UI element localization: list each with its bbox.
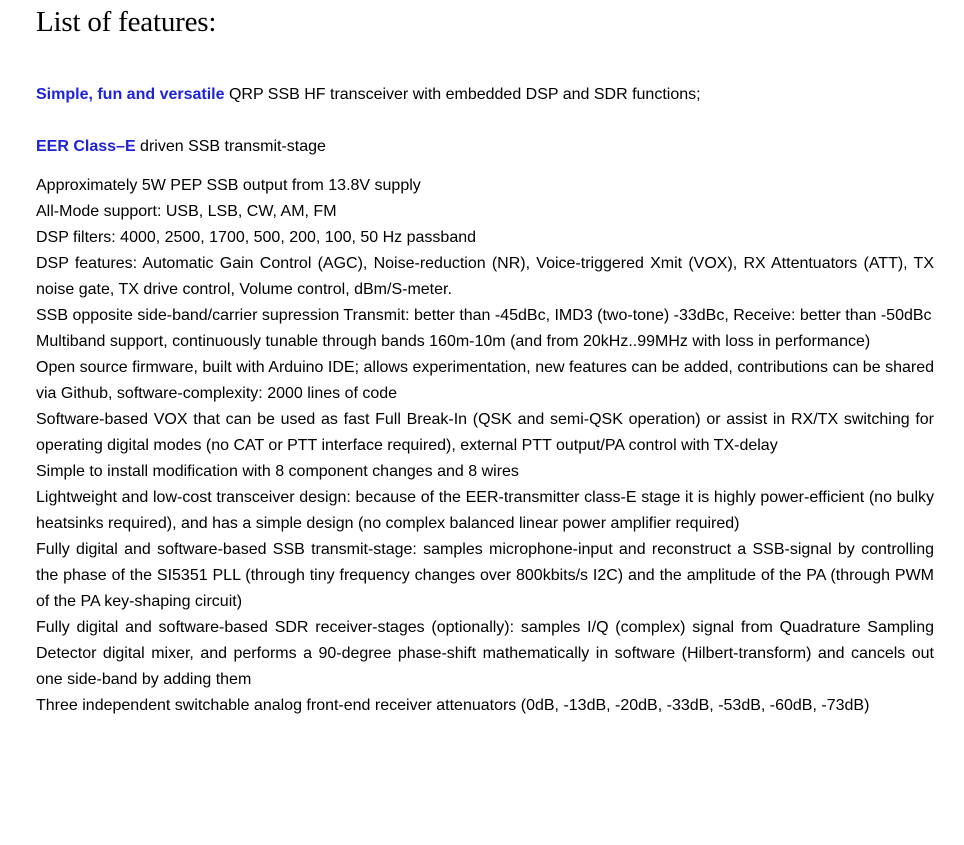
intro-line-eer [36,134,326,160]
page-title: List of features: [36,6,217,38]
feature-item: Software-based VOX that can be used as fast Full Break-In (QSK and semi-QSK operation) or assist in RX/TX switching for operating digital modes (no CAT or PTT interface required), external PTT output/PA control with TX-delay [36,411,934,454]
feature-item: DSP filters: 4000, 2500, 1700, 500, 200, 100, 50 Hz passband [36,229,477,246]
feature-item: Approximately 5W PEP SSB output from 13.8V supply [36,177,421,194]
feature-item: Multiband support, continuously tunable through bands 160m-10m (and from 20kHz..99MHz with loss in performance) [36,333,871,350]
intro-text: QRP SSB HF transceiver with embedded DSP and SDR functions; [224,86,701,103]
feature-item: Simple to install modification with 8 component changes and 8 wires [36,463,519,480]
feature-list [36,173,934,719]
feature-item: DSP features: Automatic Gain Control (AGC), Noise-reduction (NR), Voice-triggered Xmit (VOX), RX Attentuators (ATT), TX noise gate, TX drive control, Volume control, dBm/S-meter. [36,255,934,298]
feature-item: Fully digital and software-based SDR receiver-stages (optionally): samples I/Q (complex) signal from Quadrature Sampling Detector digital mixer, and performs a 90-degree phase-shift mathematically in software (Hilbert-transform) and cancels out one side-band by adding them [36,619,934,688]
feature-item: Three independent switchable analog front-end receiver attenuators (0dB, -13dB, -20dB, -33dB, -53dB, -60dB, -73dB) [36,697,870,714]
feature-item: SSB opposite side-band/carrier supression Transmit: better than -45dBc, IMD3 (two-tone) -33dBc, Receive: better than -50dBc [36,307,932,324]
intro-lead-highlight: EER Class–E [36,138,136,155]
feature-item: Open source firmware, built with Arduino IDE; allows experimentation, new features can be added, contributions can be shared via Github, software-complexity: 2000 lines of code [36,359,934,402]
feature-item: All-Mode support: USB, LSB, CW, AM, FM [36,203,337,220]
intro-line-versatile [36,82,701,108]
feature-item: Fully digital and software-based SSB transmit-stage: samples microphone-input and reconstruct a SSB-signal by controlling the phase of the SI5351 PLL (through tiny frequency changes over 800kbits/s I2C) and the amplitude of the PA (through PWM of the PA key-shaping circuit) [36,541,934,610]
intro-lead-highlight: Simple, fun and versatile [36,86,225,103]
feature-item: Lightweight and low-cost transceiver design: because of the EER-transmitter class-E stage it is highly power-efficient (no bulky heatsinks required), and has a simple design (no complex balanced linear power amplifier required) [36,489,934,532]
intro-text: driven SSB transmit-stage [135,138,326,155]
